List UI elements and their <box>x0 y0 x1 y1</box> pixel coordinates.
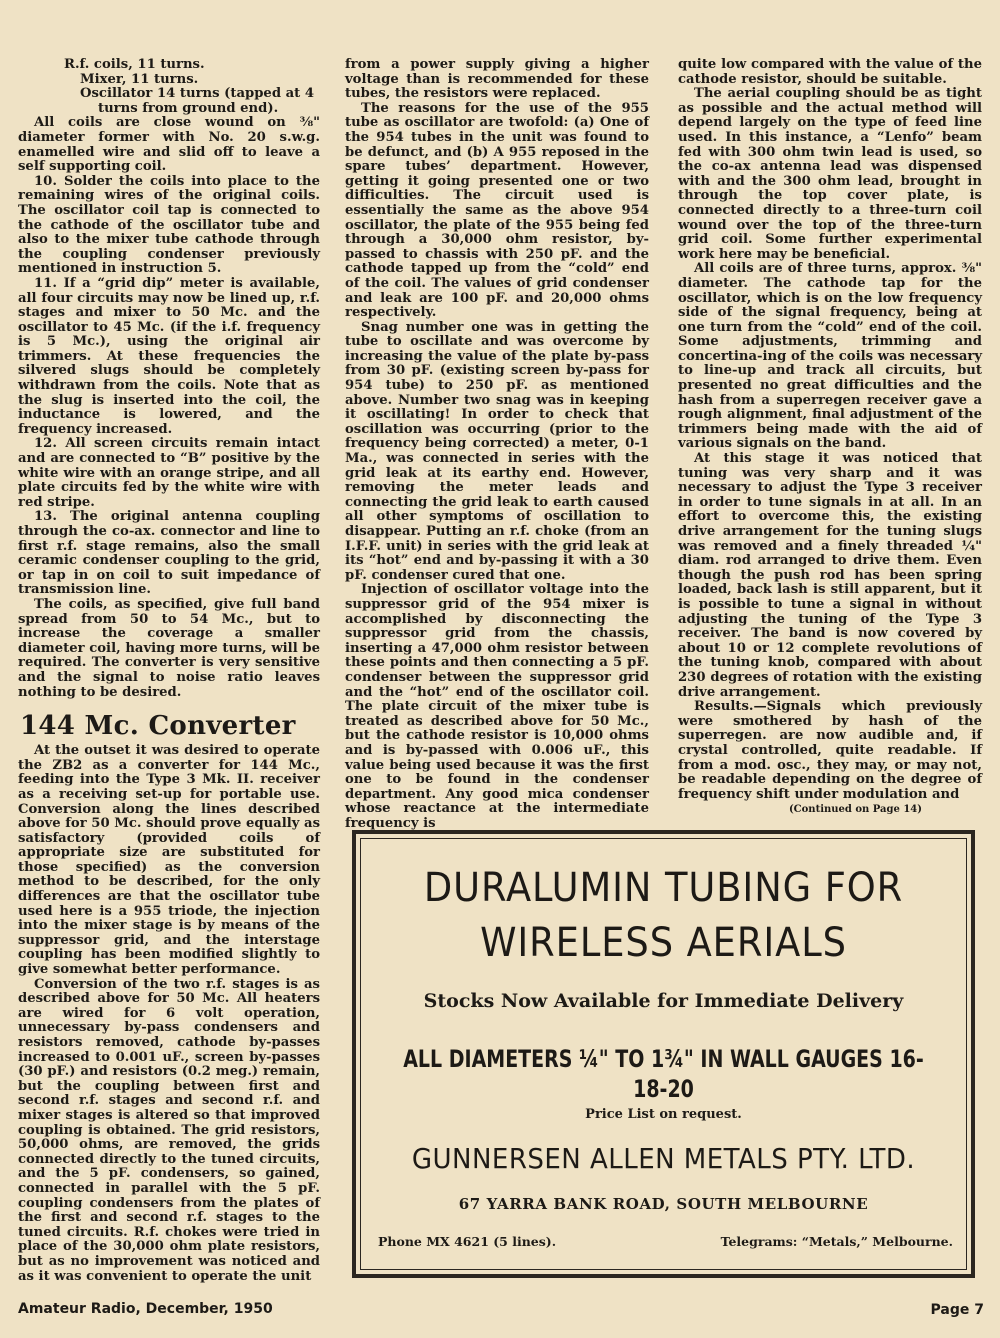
ad-stocks-line: Stocks Now Available for Immediate Delivery <box>423 990 904 1012</box>
paragraph: 10. Solder the coils into place to the remaining wires of the original coils. The oscillator coil tap is connected to the cathode of the oscillator tube and also to the mixer tube cathode through the coupling condenser previously mentioned in instruction 5. <box>18 173 320 277</box>
spec-line: Oscillator 14 turns (tapped at 4 <box>80 86 315 102</box>
spec-line: turns from ground end). <box>98 100 279 116</box>
paragraph: All coils are of three turns, approx. ⅜" diameter. The cathode tap for the oscillator, which is on the low frequency side of the signal frequency, being at one turn from the “cold” end of the coil. Some adjustments, trimming and concertina-ing of the coils was necessary to line-up and track all circuits, but presented no great difficulties and the hash from a superregen receiver gave a rough alignment, final adjustment of the trimmers being made with the aid of various signals on the band. <box>678 261 982 452</box>
paragraph: quite low compared with the value of the cathode resistor, should be suitable. <box>678 57 982 87</box>
section-heading: 144 Mc. Converter <box>20 711 296 742</box>
ad-company-name: GUNNERSEN ALLEN METALS PTY. LTD. <box>411 1142 916 1175</box>
paragraph: 11. If a “grid dip” meter is available, all four circuits may now be lined up, r.f. stages and mixer to 50 Mc. and the oscillator to 45 Mc. (if the i.f. frequency is 5 Mc.), using the original air trimmers. At these frequencies the silvered slugs should be completely withdrawn from the coils. Note that as the slug is inserted into the coil, the inductance is lowered, and the frequency increased. <box>18 275 320 437</box>
ad-title-line-2: WIRELESS AERIALS <box>480 920 847 966</box>
paragraph: All coils are close wound on ⅜" diameter former with No. 20 s.w.g. enamelled wire and slid off to leave a self supporting coil. <box>18 115 320 175</box>
ad-address: 67 YARRA BANK ROAD, SOUTH MELBOURNE <box>458 1195 869 1213</box>
ad-phone: Phone MX 4621 (5 lines). <box>378 1234 557 1249</box>
column-1 <box>18 58 320 1284</box>
footer-publication: Amateur Radio, December, 1950 <box>18 1301 273 1317</box>
paragraph: Snag number one was in getting the tube to oscillate and was overcome by increasing the value of the plate by-pass from 30 pF. (existing screen by-pass for 954 tube) to 250 pF. as mentioned above. Number two snag was in keeping it oscillating! In order to check that oscillation was occurring (prior to the frequency being corrected) a meter, 0-1 Ma., was connected in series with the grid leak at its earthy end. However, removing the meter leads and connecting the grid leak to earth caused all other symptoms of oscillation to disappear. Putting an r.f. choke (from an I.F.F. unit) in series with the grid leak at its “hot” end and by-passing it with a 30 pF. condenser cured that one. <box>345 319 649 583</box>
paragraph: Conversion of the two r.f. stages is as described above for 50 Mc. All heaters are wired for 6 volt operation, unnecessary by-pass condensers and resistors removed, cathode by-passes increased to 0.001 uF., screen by-passes (30 pF.) and resistors (0.2 meg.) remain, but the coupling between first and second r.f. stages and second r.f. and mixer stages is altered so that improved coupling is obtained. The grid resistors, 50,000 ohms, are removed, the grids connected directly to the tuned circuits, and the 5 pF. condensers, so gained, connected in parallel with the 5 pF. coupling condensers from the plates of the first and second r.f. stages to the tuned circuits. R.f. chokes were tried in place of the 30,000 ohm plate resistors, but as no improvement was noticed and as it was convenient to operate the unit <box>18 976 320 1284</box>
ad-price-list: Price List on request. <box>585 1107 742 1122</box>
paragraph: from a power supply giving a higher voltage than is recommended for these tubes, the resistors were replaced. <box>345 57 649 102</box>
paragraph: The reasons for the use of the 955 tube as oscillator are twofold: (a) One of the 954 tubes in the unit was found to be defunct, and (b) A 955 reposed in the spare tubes’ department. However, getting it going presented one or two difficulties. The circuit used is essentially the same as the above 954 oscillator, the plate of the 955 being fed through a 30,000 ohm resistor, by-passed to chassis with 250 pF. and the cathode tapped up from the “cold” end of the coil. The values of grid condenser and leak are 100 pF. and 20,000 ohms respectively. <box>345 100 649 321</box>
continued-note: (Continued on Page 14) <box>788 804 922 816</box>
ad-telegrams: Telegrams: “Metals,” Melbourne. <box>720 1234 953 1249</box>
column-3 <box>678 58 982 817</box>
ad-diameters-line: ALL DIAMETERS ¼" TO 1¾" IN WALL GAUGES 16-18-20 <box>403 1045 924 1103</box>
advertisement-box <box>352 830 975 1278</box>
paragraph: The aerial coupling should be as tight as possible and the actual method will depend largely on the type of feed line used. In this instance, a “Lenfo” beam fed with 300 ohm twin lead is used, so the co-ax antenna lead was dispensed with and the 300 ohm lead, brought in through the top cover plate, is connected directly to a three-turn coil wound over the top of the three-turn grid coil. Some further experimental work here may be beneficial. <box>678 86 982 262</box>
paragraph: Results.—Signals which previously were smothered by hash of the superregen. are now audible and, if crystal controlled, quite readable. If from a mod. osc., they may, or may not, be readable depending on the degree of frequency shift under modulation and <box>678 699 982 802</box>
coil-spec-list <box>18 58 320 116</box>
paragraph: At the outset it was desired to operate the ZB2 as a converter for 144 Mc., feeding into the Type 3 Mk. II. receiver as a receiving set-up for portable use. Conversion along the lines described above for 50 Mc. should prove equally as satisfactory (provided coils of appropriate size are substituted for those specified) as the conversion method to be described, for the only differences are that the oscillator tube used here is a 955 triode, the injection into the mixer stage is by means of the suppressor grid, and the interstage coupling has been modified slightly to give somewhat better performance. <box>18 743 320 978</box>
paragraph: Injection of oscillator voltage into the suppressor grid of the 954 mixer is accomplished by disconnecting the suppressor grid from the chassis, inserting a 47,000 ohm resistor between these points and then connecting a 5 pF. condenser between the suppressor grid and the “hot” end of the oscillator coil. The plate circuit of the mixer tube is treated as described above for 50 Mc., but the cathode resistor is 10,000 ohms and is by-passed with 0.006 uF., this value being used because it was the first one to be found in the condenser department. Any good mica condenser whose reactance at the intermediate frequency is <box>345 582 649 831</box>
footer-page-number: Page 7 <box>930 1302 984 1318</box>
spec-line: R.f. coils, 11 turns. <box>64 57 205 72</box>
paragraph: 13. The original antenna coupling through the co-ax. connector and line to first r.f. stage remains, also the small ceramic condenser coupling to the grid, or tap in on coil to suit impedance of transmission line. <box>18 509 320 598</box>
paragraph: 12. All screen circuits remain intact and are connected to “B” positive by the white wire with an orange stripe, and all plate circuits fed by the white wire with red stripe. <box>18 436 320 510</box>
paragraph: The coils, as specified, give full band spread from 50 to 54 Mc., but to increase the coverage a smaller diameter coil, having more turns, will be required. The converter is very sensitive and the signal to noise ratio leaves nothing to be desired. <box>18 596 320 700</box>
ad-title-line-1: DURALUMIN TUBING FOR <box>423 865 904 911</box>
column-2 <box>345 58 649 831</box>
spec-line: Mixer, 11 turns. <box>80 71 199 87</box>
paragraph: At this stage it was noticed that tuning was very sharp and it was necessary to adjust the Type 3 receiver in order to tune signals in at all. In an effort to overcome this, the existing drive arrangement for the tuning slugs was removed and a finely threaded ¼" diam. rod arranged to drive them. Even though the push rod has been spring loaded, back lash is still apparent, but it is possible to tune a signal in without adjusting the tuning of the Type 3 receiver. The band is now covered by about 10 or 12 complete revolutions of the tuning knob, compared with about 230 degrees of rotation with the existing drive arrangement. <box>678 451 982 700</box>
